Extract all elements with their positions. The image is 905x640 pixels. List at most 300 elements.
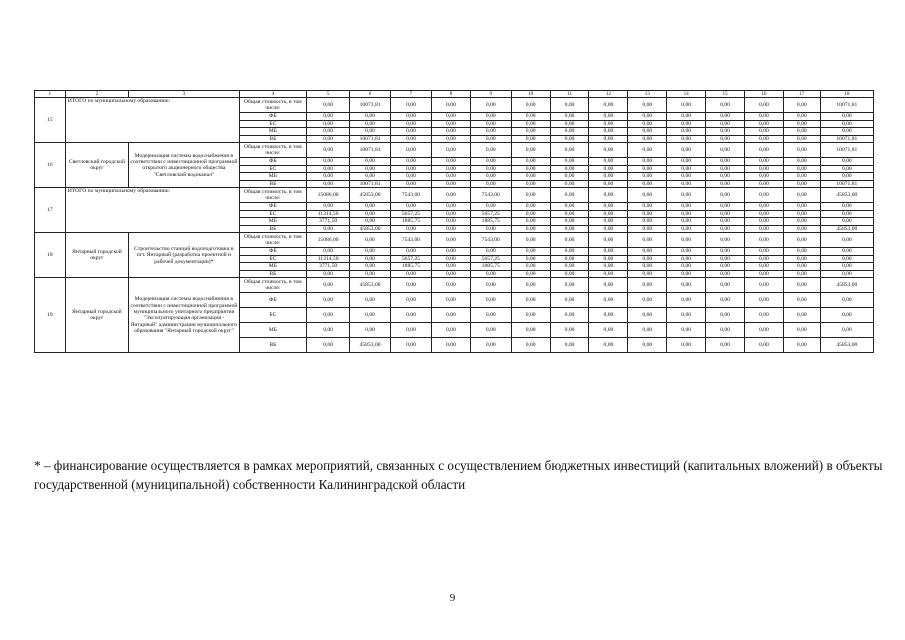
value-cell: 0,00 (783, 338, 820, 353)
column-header: 11 (550, 91, 589, 98)
value-cell: 0,00 (431, 165, 470, 173)
value-cell: 0,00 (820, 218, 873, 226)
source-label-cell: МБ (239, 173, 307, 181)
value-cell: 0,00 (511, 128, 550, 136)
value-cell: 0,00 (667, 263, 706, 271)
value-cell: 0,00 (470, 173, 511, 181)
source-label-cell: БС (239, 165, 307, 173)
value-cell: 0,00 (431, 135, 470, 143)
table-body (35, 91, 874, 353)
column-header: 2 (65, 91, 128, 98)
value-cell: 0,00 (550, 135, 589, 143)
value-cell: 0,00 (589, 180, 628, 188)
value-cell: 0,00 (589, 278, 628, 293)
value-cell: 0,00 (628, 128, 667, 136)
value-cell: 0,00 (511, 308, 550, 323)
source-label-cell: Общая стоимость, в том числе: (239, 188, 307, 203)
value-cell: 0,00 (511, 233, 550, 248)
value-cell: 45853,00 (350, 278, 391, 293)
value-cell: 0,00 (431, 233, 470, 248)
value-cell: 0,00 (350, 218, 391, 226)
source-label-cell: ВБ (239, 338, 307, 353)
value-cell: 0,00 (550, 270, 589, 278)
value-cell: 0,00 (783, 165, 820, 173)
value-cell: 0,00 (744, 180, 783, 188)
value-cell: 0,00 (820, 248, 873, 256)
source-label-cell: Общая стоимость, в том числе: (239, 233, 307, 248)
source-label-cell: БС (239, 255, 307, 263)
value-cell: 0,00 (589, 203, 628, 211)
value-cell: 0,00 (470, 270, 511, 278)
value-cell: 0,00 (628, 278, 667, 293)
value-cell: 0,00 (744, 188, 783, 203)
value-cell: 0,00 (783, 188, 820, 203)
value-cell: 0,00 (667, 210, 706, 218)
table-row (35, 188, 874, 203)
value-cell: 0,00 (391, 278, 432, 293)
value-cell: 0,00 (744, 158, 783, 166)
value-cell: 0,00 (431, 293, 470, 308)
value-cell: 0,00 (589, 248, 628, 256)
value-cell: 0,00 (350, 323, 391, 338)
value-cell: 0,00 (470, 308, 511, 323)
value-cell: 0,00 (589, 98, 628, 113)
source-label-cell: МБ (239, 128, 307, 136)
row-number-cell: 17 (35, 188, 66, 233)
value-cell: 0,00 (706, 135, 745, 143)
value-cell: 7543,00 (391, 233, 432, 248)
value-cell: 1885,75 (391, 218, 432, 226)
value-cell: 0,00 (431, 323, 470, 338)
value-cell: 0,00 (470, 120, 511, 128)
column-header: 3 (129, 91, 240, 98)
value-cell: 0,00 (783, 233, 820, 248)
value-cell: 0,00 (706, 323, 745, 338)
value-cell: 0,00 (628, 188, 667, 203)
value-cell: 0,00 (350, 128, 391, 136)
value-cell: 0,00 (667, 203, 706, 211)
value-cell: 0,00 (820, 308, 873, 323)
value-cell: 0,00 (783, 210, 820, 218)
value-cell: 0,00 (391, 308, 432, 323)
value-cell: 5657,25 (391, 210, 432, 218)
value-cell: 0,00 (431, 158, 470, 166)
value-cell: 0,00 (628, 323, 667, 338)
column-header: 13 (628, 91, 667, 98)
value-cell: 0,00 (783, 98, 820, 113)
value-cell: 0,00 (589, 188, 628, 203)
value-cell: 0,00 (391, 158, 432, 166)
value-cell: 0,00 (783, 203, 820, 211)
value-cell: 10071,81 (820, 135, 873, 143)
value-cell: 0,00 (589, 113, 628, 121)
value-cell: 0,00 (307, 120, 350, 128)
row-number-cell: 19 (35, 278, 66, 353)
financing-table (34, 90, 874, 353)
source-label-cell: БС (239, 120, 307, 128)
value-cell: 0,00 (550, 248, 589, 256)
value-cell: 0,00 (706, 308, 745, 323)
value-cell: 0,00 (706, 293, 745, 308)
value-cell: 0,00 (667, 255, 706, 263)
value-cell: 0,00 (783, 278, 820, 293)
value-cell: 0,00 (307, 323, 350, 338)
value-cell: 10071,81 (820, 143, 873, 158)
value-cell: 0,00 (550, 263, 589, 271)
value-cell: 0,00 (391, 225, 432, 233)
value-cell: 0,00 (706, 338, 745, 353)
value-cell: 7543,00 (391, 188, 432, 203)
value-cell: 0,00 (820, 323, 873, 338)
value-cell: 0,00 (550, 210, 589, 218)
row-number-cell: 18 (35, 233, 66, 278)
value-cell: 0,00 (667, 293, 706, 308)
value-cell: 0,00 (589, 255, 628, 263)
source-label-cell: МБ (239, 323, 307, 338)
value-cell: 0,00 (628, 218, 667, 226)
value-cell: 0,00 (350, 233, 391, 248)
value-cell: 0,00 (628, 98, 667, 113)
value-cell: 0,00 (307, 180, 350, 188)
column-header: 7 (391, 91, 432, 98)
table-row (35, 98, 874, 113)
value-cell: 0,00 (744, 293, 783, 308)
value-cell: 0,00 (628, 165, 667, 173)
value-cell: 0,00 (431, 225, 470, 233)
row-number-cell: 16 (35, 143, 66, 188)
value-cell: 0,00 (511, 98, 550, 113)
value-cell: 0,00 (350, 270, 391, 278)
source-label-cell: ВБ (239, 270, 307, 278)
value-cell: 0,00 (589, 135, 628, 143)
value-cell: 0,00 (589, 338, 628, 353)
value-cell: 0,00 (589, 270, 628, 278)
value-cell: 45853,00 (350, 188, 391, 203)
value-cell: 0,00 (350, 173, 391, 181)
value-cell: 0,00 (470, 278, 511, 293)
value-cell: 0,00 (550, 158, 589, 166)
value-cell: 0,00 (667, 308, 706, 323)
value-cell: 0,00 (307, 225, 350, 233)
value-cell: 0,00 (706, 165, 745, 173)
value-cell: 10071,81 (820, 180, 873, 188)
value-cell: 0,00 (550, 173, 589, 181)
value-cell: 0,00 (783, 293, 820, 308)
value-cell: 0,00 (470, 158, 511, 166)
value-cell: 0,00 (667, 135, 706, 143)
value-cell: 0,00 (511, 113, 550, 121)
value-cell: 1885,75 (470, 218, 511, 226)
source-label-cell: Общая стоимость, в том числе: (239, 98, 307, 113)
value-cell: 45853,00 (820, 338, 873, 353)
value-cell: 0,00 (706, 173, 745, 181)
value-cell: 0,00 (511, 135, 550, 143)
value-cell: 0,00 (783, 255, 820, 263)
value-cell: 0,00 (744, 165, 783, 173)
value-cell: 0,00 (628, 135, 667, 143)
value-cell: 0,00 (628, 203, 667, 211)
value-cell: 0,00 (511, 255, 550, 263)
value-cell: 15086,00 (307, 188, 350, 203)
value-cell: 0,00 (511, 120, 550, 128)
value-cell: 0,00 (667, 270, 706, 278)
municipality-cell: Светловский городской округ (65, 143, 128, 188)
value-cell: 0,00 (470, 135, 511, 143)
column-header: 1 (35, 91, 66, 98)
value-cell: 0,00 (706, 188, 745, 203)
value-cell: 0,00 (511, 323, 550, 338)
value-cell: 0,00 (667, 128, 706, 136)
value-cell: 0,00 (667, 278, 706, 293)
column-header: 9 (470, 91, 511, 98)
value-cell: 0,00 (820, 173, 873, 181)
value-cell: 0,00 (667, 143, 706, 158)
value-cell: 0,00 (550, 128, 589, 136)
project-description-cell: Модернизация системы водоснабжения в соответствии с инвестиционной программой открытого акционерного общества "Светловский водоканал" (129, 143, 240, 188)
table-row (35, 278, 874, 293)
value-cell: 0,00 (783, 218, 820, 226)
value-cell: 0,00 (744, 128, 783, 136)
value-cell: 0,00 (628, 270, 667, 278)
value-cell: 0,00 (391, 135, 432, 143)
footnote: * – финансирование осуществляется в рамках мероприятий, связанных с осуществлением бюджетных инвестиций (капитальных вложений) в объекты государственной (муниципальной) собственности Калининградской области (34, 458, 883, 492)
value-cell: 0,00 (391, 120, 432, 128)
value-cell: 0,00 (550, 120, 589, 128)
value-cell: 0,00 (744, 338, 783, 353)
value-cell: 0,00 (431, 180, 470, 188)
value-cell: 0,00 (706, 263, 745, 271)
value-cell: 0,00 (550, 165, 589, 173)
value-cell: 10071,81 (350, 135, 391, 143)
column-header: 5 (307, 91, 350, 98)
value-cell: 0,00 (391, 180, 432, 188)
value-cell: 0,00 (589, 218, 628, 226)
value-cell: 0,00 (391, 203, 432, 211)
value-cell: 3771,50 (307, 263, 350, 271)
value-cell: 0,00 (667, 323, 706, 338)
value-cell: 0,00 (307, 128, 350, 136)
value-cell: 0,00 (783, 143, 820, 158)
column-header: 6 (350, 91, 391, 98)
value-cell: 0,00 (350, 113, 391, 121)
value-cell: 0,00 (391, 128, 432, 136)
column-header: 4 (239, 91, 307, 98)
value-cell: 0,00 (589, 143, 628, 158)
value-cell: 0,00 (589, 263, 628, 271)
source-label-cell: ФБ (239, 248, 307, 256)
value-cell: 0,00 (706, 113, 745, 121)
source-label-cell: МБ (239, 218, 307, 226)
value-cell: 0,00 (820, 233, 873, 248)
total-label-cell: ИТОГО по муниципальному образованию: (65, 188, 239, 233)
value-cell: 0,00 (783, 270, 820, 278)
value-cell: 0,00 (550, 323, 589, 338)
value-cell: 0,00 (589, 173, 628, 181)
source-label-cell: ФБ (239, 113, 307, 121)
value-cell: 11314,50 (307, 210, 350, 218)
value-cell: 0,00 (511, 173, 550, 181)
value-cell: 0,00 (431, 308, 470, 323)
value-cell: 0,00 (667, 158, 706, 166)
value-cell: 0,00 (589, 210, 628, 218)
value-cell: 0,00 (550, 255, 589, 263)
value-cell: 0,00 (706, 225, 745, 233)
value-cell: 0,00 (350, 308, 391, 323)
value-cell: 45853,00 (820, 188, 873, 203)
value-cell: 0,00 (783, 225, 820, 233)
value-cell: 0,00 (391, 293, 432, 308)
value-cell: 0,00 (589, 225, 628, 233)
value-cell: 0,00 (431, 188, 470, 203)
value-cell: 0,00 (431, 98, 470, 113)
value-cell: 45853,00 (350, 225, 391, 233)
value-cell: 0,00 (307, 173, 350, 181)
value-cell: 0,00 (744, 248, 783, 256)
source-label-cell: ВБ (239, 135, 307, 143)
value-cell: 0,00 (667, 180, 706, 188)
value-cell: 0,00 (744, 225, 783, 233)
value-cell: 0,00 (783, 120, 820, 128)
value-cell: 0,00 (307, 203, 350, 211)
value-cell: 0,00 (628, 263, 667, 271)
value-cell: 0,00 (350, 165, 391, 173)
value-cell: 0,00 (744, 113, 783, 121)
value-cell: 0,00 (511, 225, 550, 233)
value-cell: 7543,00 (470, 188, 511, 203)
value-cell: 0,00 (550, 233, 589, 248)
value-cell: 10071,81 (820, 98, 873, 113)
value-cell: 45853,00 (350, 338, 391, 353)
source-label-cell: БС (239, 210, 307, 218)
value-cell: 0,00 (307, 165, 350, 173)
value-cell: 1885,75 (470, 263, 511, 271)
value-cell: 10071,81 (350, 180, 391, 188)
value-cell: 0,00 (307, 143, 350, 158)
column-header: 18 (820, 91, 873, 98)
value-cell: 0,00 (628, 293, 667, 308)
value-cell: 0,00 (589, 165, 628, 173)
value-cell: 0,00 (706, 143, 745, 158)
value-cell: 0,00 (307, 270, 350, 278)
value-cell: 0,00 (470, 113, 511, 121)
value-cell: 0,00 (470, 225, 511, 233)
value-cell: 0,00 (511, 263, 550, 271)
value-cell: 0,00 (744, 255, 783, 263)
value-cell: 0,00 (511, 165, 550, 173)
value-cell: 0,00 (589, 158, 628, 166)
value-cell: 0,00 (744, 120, 783, 128)
value-cell: 0,00 (820, 293, 873, 308)
value-cell: 0,00 (307, 293, 350, 308)
value-cell: 0,00 (350, 255, 391, 263)
value-cell: 0,00 (783, 158, 820, 166)
value-cell: 0,00 (431, 263, 470, 271)
value-cell: 0,00 (744, 218, 783, 226)
value-cell: 0,00 (550, 293, 589, 308)
value-cell: 0,00 (667, 233, 706, 248)
value-cell: 0,00 (706, 248, 745, 256)
value-cell: 0,00 (820, 128, 873, 136)
value-cell: 15086,00 (307, 233, 350, 248)
value-cell: 0,00 (589, 308, 628, 323)
value-cell: 0,00 (350, 210, 391, 218)
value-cell: 7543,00 (470, 233, 511, 248)
value-cell: 0,00 (628, 143, 667, 158)
value-cell: 0,00 (470, 203, 511, 211)
value-cell: 0,00 (470, 143, 511, 158)
value-cell: 0,00 (307, 338, 350, 353)
source-label-cell: ВБ (239, 180, 307, 188)
row-number-cell: 15 (35, 98, 66, 143)
value-cell: 0,00 (628, 180, 667, 188)
value-cell: 0,00 (470, 248, 511, 256)
value-cell: 0,00 (391, 165, 432, 173)
project-description-cell: Строительство станций водоподготовки в пгт. Янтарный (разработка проектной и рабочей документации)* (129, 233, 240, 278)
value-cell: 0,00 (706, 158, 745, 166)
value-cell: 0,00 (783, 128, 820, 136)
value-cell: 0,00 (350, 293, 391, 308)
value-cell: 10071,81 (350, 143, 391, 158)
value-cell: 0,00 (431, 338, 470, 353)
value-cell: 0,00 (744, 278, 783, 293)
value-cell: 0,00 (628, 158, 667, 166)
value-cell: 0,00 (744, 203, 783, 211)
source-label-cell: ФБ (239, 158, 307, 166)
value-cell: 0,00 (511, 338, 550, 353)
value-cell: 1885,75 (391, 263, 432, 271)
table-row (35, 143, 874, 158)
value-cell: 0,00 (350, 263, 391, 271)
value-cell: 0,00 (744, 308, 783, 323)
value-cell: 0,00 (744, 143, 783, 158)
value-cell: 0,00 (820, 270, 873, 278)
column-header: 17 (783, 91, 820, 98)
value-cell: 0,00 (667, 113, 706, 121)
value-cell: 0,00 (391, 98, 432, 113)
value-cell: 0,00 (783, 135, 820, 143)
value-cell: 0,00 (820, 210, 873, 218)
value-cell: 0,00 (744, 270, 783, 278)
value-cell: 0,00 (706, 120, 745, 128)
value-cell: 0,00 (820, 263, 873, 271)
project-description-cell: Модернизация системы водоснабжения в соответствии с инвестиционной программой муниципального унитарного предприятия "Эксплуатирующая организация - Янтарный" администрации муниципального образования "Янтарный городской округ" (129, 278, 240, 353)
value-cell: 0,00 (511, 278, 550, 293)
value-cell: 0,00 (667, 338, 706, 353)
value-cell: 0,00 (470, 293, 511, 308)
value-cell: 0,00 (550, 308, 589, 323)
value-cell: 0,00 (783, 323, 820, 338)
value-cell: 0,00 (744, 323, 783, 338)
total-label-cell: ИТОГО по муниципальному образованию: (65, 98, 239, 143)
value-cell: 0,00 (431, 113, 470, 121)
value-cell: 0,00 (511, 270, 550, 278)
value-cell: 0,00 (511, 293, 550, 308)
value-cell: 0,00 (391, 338, 432, 353)
value-cell: 0,00 (589, 233, 628, 248)
value-cell: 0,00 (706, 128, 745, 136)
value-cell: 0,00 (783, 263, 820, 271)
value-cell: 0,00 (628, 120, 667, 128)
value-cell: 0,00 (431, 203, 470, 211)
value-cell: 0,00 (628, 210, 667, 218)
value-cell: 0,00 (391, 248, 432, 256)
value-cell: 0,00 (350, 120, 391, 128)
value-cell: 0,00 (628, 255, 667, 263)
value-cell: 0,00 (706, 255, 745, 263)
value-cell: 0,00 (470, 98, 511, 113)
value-cell: 0,00 (431, 128, 470, 136)
source-label-cell: ФБ (239, 293, 307, 308)
